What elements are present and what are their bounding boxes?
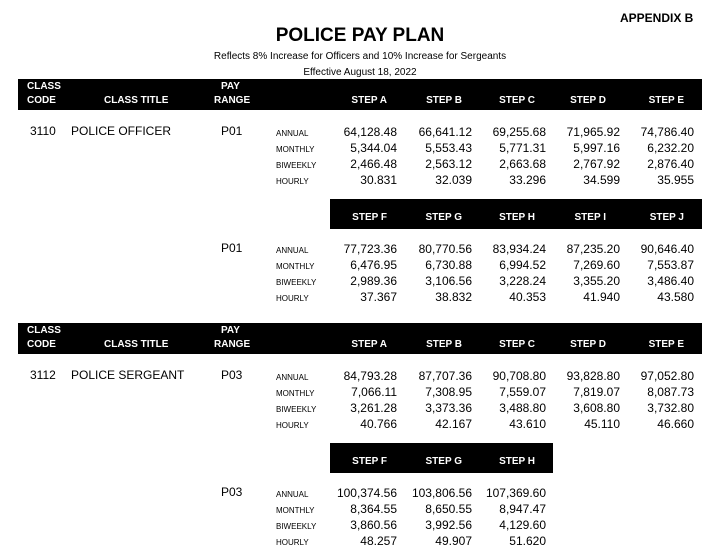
period-label: ANNUAL [276, 490, 309, 499]
appendix-label: APPENDIX B [620, 11, 694, 25]
pay-value: 7,553.87 [647, 258, 694, 272]
class-title: POLICE SERGEANT [71, 368, 185, 382]
pay-value: 8,087.73 [647, 385, 694, 399]
pay-value: 43.610 [509, 417, 546, 431]
pay-value: 3,992.56 [425, 518, 472, 532]
pay-value: 87,235.20 [566, 242, 620, 256]
step-header: STEP C [499, 339, 535, 350]
pay-value: 40.766 [360, 417, 397, 431]
pay-value: 8,364.55 [350, 502, 397, 516]
pay-range: P03 [221, 485, 243, 499]
pay-value: 35.955 [657, 173, 694, 187]
header-class-code: CODE [27, 339, 56, 350]
pay-value: 3,486.40 [647, 274, 694, 288]
pay-value: 100,374.56 [336, 486, 397, 500]
effective-date: Effective August 18, 2022 [303, 67, 417, 78]
pay-value: 7,066.11 [351, 385, 397, 399]
pay-value: 69,255.68 [492, 125, 546, 139]
pay-value: 8,650.55 [425, 502, 472, 516]
pay-value: 2,767.92 [573, 157, 620, 171]
header-bar [18, 323, 702, 354]
pay-value: 3,106.56 [425, 274, 472, 288]
pay-value: 3,261.28 [350, 401, 397, 415]
pay-value: 3,608.80 [573, 401, 620, 415]
pay-value: 103,806.56 [411, 486, 472, 500]
period-label: HOURLY [276, 538, 309, 547]
step-header: STEP D [570, 95, 606, 106]
pay-value: 33.296 [509, 173, 546, 187]
pay-value: 2,663.68 [499, 157, 546, 171]
step-header: STEP E [648, 339, 684, 350]
pay-value: 7,308.95 [425, 385, 472, 399]
pay-value: 3,373.36 [425, 401, 472, 415]
pay-value: 93,828.80 [566, 369, 620, 383]
header-pay-range: RANGE [214, 339, 251, 350]
header-pay-range: RANGE [214, 95, 251, 106]
pay-value: 3,228.24 [499, 274, 546, 288]
pay-value: 7,819.07 [573, 385, 620, 399]
period-label: BIWEEKLY [276, 161, 317, 170]
header-class-title: CLASS TITLE [104, 95, 169, 106]
step-header: STEP C [499, 95, 535, 106]
pay-value: 97,052.80 [640, 369, 694, 383]
pay-value: 3,732.80 [647, 401, 694, 415]
document-title: POLICE PAY PLAN [275, 25, 445, 46]
step-header: STEP H [499, 212, 535, 223]
pay-value: 32.039 [435, 173, 472, 187]
header-pay-range: PAY [221, 81, 240, 92]
step-header: STEP F [352, 212, 387, 223]
pay-value: 8,947.47 [499, 502, 546, 516]
header-class-code: CLASS [27, 325, 61, 336]
pay-value: 6,994.52 [499, 258, 546, 272]
pay-value: 46.660 [657, 417, 694, 431]
pay-value: 7,559.07 [499, 385, 546, 399]
pay-value: 74,786.40 [640, 125, 694, 139]
pay-value: 45.110 [584, 417, 620, 431]
pay-range: P03 [221, 368, 243, 382]
header-class-code: CLASS [27, 81, 61, 92]
pay-value: 2,563.12 [425, 157, 472, 171]
class-code: 3110 [30, 124, 56, 138]
header-class-code: CODE [27, 95, 56, 106]
pay-value: 6,730.88 [425, 258, 472, 272]
pay-value: 42.167 [435, 417, 472, 431]
pay-value: 49.907 [435, 534, 472, 548]
step-header: STEP G [425, 212, 462, 223]
pay-value: 48.257 [360, 534, 397, 548]
pay-value: 5,771.31 [499, 141, 546, 155]
period-label: ANNUAL [276, 246, 309, 255]
pay-value: 71,965.92 [566, 125, 620, 139]
step-header: STEP G [425, 456, 462, 467]
pay-value: 37.367 [360, 290, 397, 304]
pay-value: 5,997.16 [573, 141, 620, 155]
period-label: BIWEEKLY [276, 405, 317, 414]
step-header: STEP F [352, 456, 387, 467]
step-header: STEP H [499, 456, 535, 467]
pay-value: 90,708.80 [492, 369, 546, 383]
step-header: STEP B [426, 339, 462, 350]
pay-value: 6,476.95 [350, 258, 397, 272]
pay-value: 2,876.40 [647, 157, 694, 171]
pay-value: 41.940 [583, 290, 620, 304]
class-code: 3112 [30, 368, 56, 382]
class-title: POLICE OFFICER [71, 124, 172, 138]
document-subtitle: Reflects 8% Increase for Officers and 10% Increase for Sergeants [213, 51, 507, 62]
pay-value: 7,269.60 [573, 258, 620, 272]
period-label: MONTHLY [276, 262, 315, 271]
pay-range: P01 [221, 241, 243, 255]
pay-value: 6,232.20 [647, 141, 694, 155]
pay-value: 5,344.04 [350, 141, 397, 155]
header-bar [18, 79, 702, 110]
pay-range: P01 [221, 124, 243, 138]
header-class-title: CLASS TITLE [104, 339, 169, 350]
step-header: STEP J [649, 212, 684, 223]
pay-value: 34.599 [583, 173, 620, 187]
pay-value: 3,488.80 [499, 401, 546, 415]
step-header-bar [330, 443, 553, 473]
pay-value: 83,934.24 [492, 242, 546, 256]
pay-value: 51.620 [509, 534, 546, 548]
pay-value: 30.831 [360, 173, 397, 187]
period-label: MONTHLY [276, 389, 315, 398]
step-header: STEP I [574, 212, 606, 223]
pay-value: 84,793.28 [343, 369, 397, 383]
period-label: HOURLY [276, 294, 309, 303]
period-label: HOURLY [276, 177, 309, 186]
step-header: STEP E [648, 95, 684, 106]
pay-value: 43.580 [657, 290, 694, 304]
pay-value: 107,369.60 [485, 486, 546, 500]
pay-value: 90,646.40 [640, 242, 694, 256]
pay-value: 80,770.56 [418, 242, 472, 256]
period-label: ANNUAL [276, 129, 309, 138]
pay-value: 4,129.60 [499, 518, 546, 532]
step-header: STEP D [570, 339, 606, 350]
period-label: BIWEEKLY [276, 278, 317, 287]
pay-value: 2,989.36 [350, 274, 397, 288]
step-header-bar [330, 199, 702, 229]
period-label: HOURLY [276, 421, 309, 430]
step-header: STEP A [351, 95, 387, 106]
pay-value: 77,723.36 [343, 242, 397, 256]
period-label: MONTHLY [276, 145, 315, 154]
header-pay-range: PAY [221, 325, 240, 336]
pay-value: 2,466.48 [350, 157, 397, 171]
pay-value: 3,355.20 [573, 274, 620, 288]
pay-value: 87,707.36 [418, 369, 472, 383]
step-header: STEP B [426, 95, 462, 106]
pay-value: 64,128.48 [343, 125, 397, 139]
pay-value: 40.353 [509, 290, 546, 304]
pay-value: 5,553.43 [425, 141, 472, 155]
period-label: MONTHLY [276, 506, 315, 515]
period-label: ANNUAL [276, 373, 309, 382]
pay-value: 3,860.56 [350, 518, 397, 532]
period-label: BIWEEKLY [276, 522, 317, 531]
step-header: STEP A [351, 339, 387, 350]
pay-value: 38.832 [435, 290, 472, 304]
pay-value: 66,641.12 [418, 125, 472, 139]
